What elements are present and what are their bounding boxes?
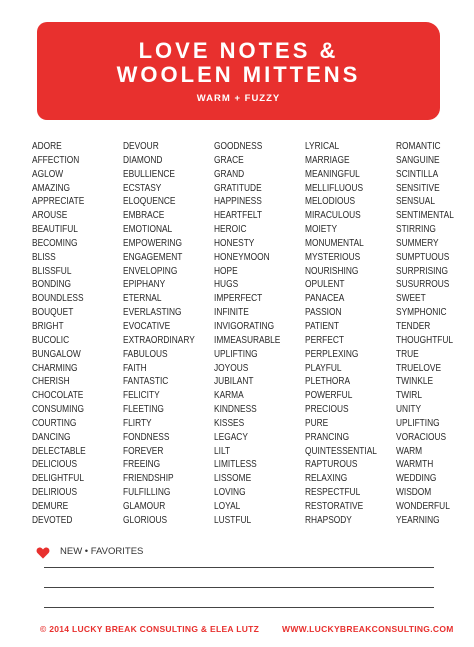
word-item: HEROIC — [214, 224, 247, 236]
word-item: TWINKLE — [396, 376, 434, 388]
word-item: EXTRAORDINARY — [123, 334, 195, 346]
word-item: BLISS — [32, 251, 56, 263]
word-item: WONDERFUL — [396, 500, 450, 512]
word-item: AMAZING — [32, 182, 71, 194]
word-item: EBULLIENCE — [123, 168, 176, 180]
word-item: GRATITUDE — [214, 182, 262, 194]
word-item: KARMA — [214, 390, 244, 402]
word-item: PASSION — [305, 307, 342, 319]
word-item: MOIETY — [305, 224, 338, 236]
word-item: RHAPSODY — [305, 514, 352, 526]
word-item: PLETHORA — [305, 376, 351, 388]
word-item: THOUGHTFUL — [396, 334, 454, 346]
word-item: HUGS — [214, 279, 239, 291]
word-item: HEARTFELT — [214, 210, 262, 222]
word-item: DELIRIOUS — [32, 487, 78, 499]
word-item: CHERISH — [32, 376, 70, 388]
footer-website[interactable]: WWW.LUCKYBREAKCONSULTING.COM — [282, 624, 454, 634]
word-item: BEAUTIFUL — [32, 224, 78, 236]
writing-line — [44, 587, 434, 588]
word-item: FRIENDSHIP — [123, 473, 174, 485]
word-item: BONDING — [32, 279, 71, 291]
word-column-3 — [214, 140, 304, 528]
word-item: UPLIFTING — [396, 417, 440, 429]
title-line-2: WOOLEN MITTENS — [116, 62, 361, 87]
word-item: DELIGHTFUL — [32, 473, 84, 485]
word-item: LOYAL — [214, 500, 241, 512]
word-item: PLAYFUL — [305, 362, 342, 374]
word-item: PERFECT — [305, 334, 344, 346]
word-item: KISSES — [214, 417, 245, 429]
writing-line — [44, 607, 434, 608]
word-item: GOODNESS — [214, 141, 263, 152]
word-item: ELOQUENCE — [123, 196, 176, 208]
word-item: EMPOWERING — [123, 237, 182, 249]
word-item: EMBRACE — [123, 210, 165, 222]
title-banner — [37, 22, 440, 120]
word-item: APPRECIATE — [32, 196, 85, 208]
word-item: PRANCING — [305, 431, 350, 443]
word-item: UPLIFTING — [214, 348, 258, 360]
word-item: PATIENT — [305, 320, 340, 332]
word-item: HAPPINESS — [214, 196, 262, 208]
word-item: DEMURE — [32, 500, 69, 512]
word-item: MONUMENTAL — [305, 237, 364, 249]
word-item: BOUQUET — [32, 307, 74, 319]
word-item: FABULOUS — [123, 348, 168, 360]
word-item: ETERNAL — [123, 293, 162, 305]
word-item: DELICIOUS — [32, 459, 78, 471]
word-item: YEARNING — [396, 514, 440, 526]
word-item: CHARMING — [32, 362, 78, 374]
writing-line — [44, 567, 434, 568]
word-item: COURTING — [32, 417, 77, 429]
word-item: MELLIFLUOUS — [305, 182, 364, 194]
word-column-1 — [32, 140, 122, 528]
word-item: CONSUMING — [32, 404, 84, 416]
word-item: LISSOME — [214, 473, 252, 485]
word-item: TRUELOVE — [396, 362, 442, 374]
word-item: HOPE — [214, 265, 238, 277]
word-item: SENTIMENTAL — [396, 210, 454, 222]
word-item: SWEET — [396, 293, 426, 305]
word-column-4 — [305, 140, 395, 528]
word-item: IMPERFECT — [214, 293, 263, 305]
word-item: LUSTFUL — [214, 514, 252, 526]
word-item: POWERFUL — [305, 390, 353, 402]
word-item: CHOCOLATE — [32, 390, 84, 402]
word-item: DEVOUR — [123, 141, 159, 152]
word-item: TENDER — [396, 320, 431, 332]
word-item: JOYOUS — [214, 362, 249, 374]
word-item: ENGAGEMENT — [123, 251, 183, 263]
word-item: RELAXING — [305, 473, 348, 485]
word-item: FAITH — [123, 362, 147, 374]
word-item: DELECTABLE — [32, 445, 86, 457]
word-item: EPIPHANY — [123, 279, 166, 291]
word-item: BLISSFUL — [32, 265, 72, 277]
word-item: AFFECTION — [32, 154, 80, 166]
word-item: LIMITLESS — [214, 459, 257, 471]
word-item: SUSURROUS — [396, 279, 450, 291]
word-item: BUNGALOW — [32, 348, 81, 360]
word-item: PERPLEXING — [305, 348, 359, 360]
word-item: IMMEASURABLE — [214, 334, 281, 346]
word-item: INVIGORATING — [214, 320, 275, 332]
word-item: DANCING — [32, 431, 71, 443]
word-item: PURE — [305, 417, 329, 429]
word-item: BRIGHT — [32, 320, 64, 332]
word-item: AGLOW — [32, 168, 64, 180]
word-item: ROMANTIC — [396, 141, 441, 152]
word-item: MYSTERIOUS — [305, 251, 361, 263]
word-item: GLORIOUS — [123, 514, 168, 526]
word-item: STIRRING — [396, 224, 436, 236]
word-item: WISDOM — [396, 487, 432, 499]
word-item: SYMPHONIC — [396, 307, 447, 319]
word-item: LYRICAL — [305, 141, 340, 152]
word-item: HONEYMOON — [214, 251, 270, 263]
word-item: MIRACULOUS — [305, 210, 361, 222]
word-item: SENSUAL — [396, 196, 436, 208]
word-item: LOVING — [214, 487, 246, 499]
word-item: JUBILANT — [214, 376, 254, 388]
title-line-1: LOVE NOTES & — [138, 38, 339, 63]
word-item: LEGACY — [214, 431, 248, 443]
word-item: EVOCATIVE — [123, 320, 171, 332]
word-item: SANGUINE — [396, 154, 440, 166]
word-item: RESTORATIVE — [305, 500, 364, 512]
word-item: SUMMERY — [396, 237, 439, 249]
word-item: SUMPTUOUS — [396, 251, 450, 263]
word-item: EMOTIONAL — [123, 224, 173, 236]
word-item: FULFILLING — [123, 487, 171, 499]
word-item: PRECIOUS — [305, 404, 349, 416]
word-item: SCINTILLA — [396, 168, 439, 180]
word-item: PANACEA — [305, 293, 345, 305]
heart-icon — [36, 546, 50, 560]
word-item: MELODIOUS — [305, 196, 356, 208]
word-item: AROUSE — [32, 210, 68, 222]
word-item: WARMTH — [396, 459, 434, 471]
word-item: GRAND — [214, 168, 245, 180]
word-item: DEVOTED — [32, 514, 73, 526]
word-item: QUINTESSENTIAL — [305, 445, 377, 457]
word-item: MARRIAGE — [305, 154, 350, 166]
word-item: SURPRISING — [396, 265, 448, 277]
word-item: GLAMOUR — [123, 500, 166, 512]
word-item: BECOMING — [32, 237, 78, 249]
word-item: ADORE — [32, 141, 62, 152]
word-item: RAPTUROUS — [305, 459, 358, 471]
word-item: FONDNESS — [123, 431, 170, 443]
word-item: DIAMOND — [123, 154, 163, 166]
word-item: NOURISHING — [305, 265, 359, 277]
word-item: RESPECTFUL — [305, 487, 361, 499]
word-column-2 — [123, 140, 213, 528]
subtitle: WARM + FUZZY — [196, 93, 281, 104]
word-item: BUCOLIC — [32, 334, 70, 346]
word-item: VORACIOUS — [396, 431, 447, 443]
footer-copyright: © 2014 LUCKY BREAK CONSULTING & ELEA LUTZ — [40, 624, 260, 634]
word-item: FLEETING — [123, 404, 164, 416]
word-item: INFINITE — [214, 307, 249, 319]
word-item: TWIRL — [396, 390, 422, 402]
word-item: EVERLASTING — [123, 307, 182, 319]
word-item: FREEING — [123, 459, 161, 471]
word-item: FELICITY — [123, 390, 160, 402]
word-item: TRUE — [396, 348, 419, 360]
word-column-5 — [396, 140, 474, 528]
word-item: ECSTASY — [123, 182, 162, 194]
favorites-label: NEW • FAVORITES — [60, 546, 144, 557]
word-item: SENSITIVE — [396, 182, 440, 194]
word-item: UNITY — [396, 404, 422, 416]
word-item: WEDDING — [396, 473, 437, 485]
word-item: HONESTY — [214, 237, 255, 249]
word-item: BOUNDLESS — [32, 293, 84, 305]
word-item: FLIRTY — [123, 417, 152, 429]
word-item: WARM — [396, 445, 423, 457]
word-item: MEANINGFUL — [305, 168, 360, 180]
word-item: LILT — [214, 445, 231, 457]
word-item: GRACE — [214, 154, 244, 166]
word-item: FANTASTIC — [123, 376, 169, 388]
word-item: FOREVER — [123, 445, 164, 457]
word-item: KINDNESS — [214, 404, 257, 416]
word-item: ENVELOPING — [123, 265, 178, 277]
word-item: OPULENT — [305, 279, 345, 291]
